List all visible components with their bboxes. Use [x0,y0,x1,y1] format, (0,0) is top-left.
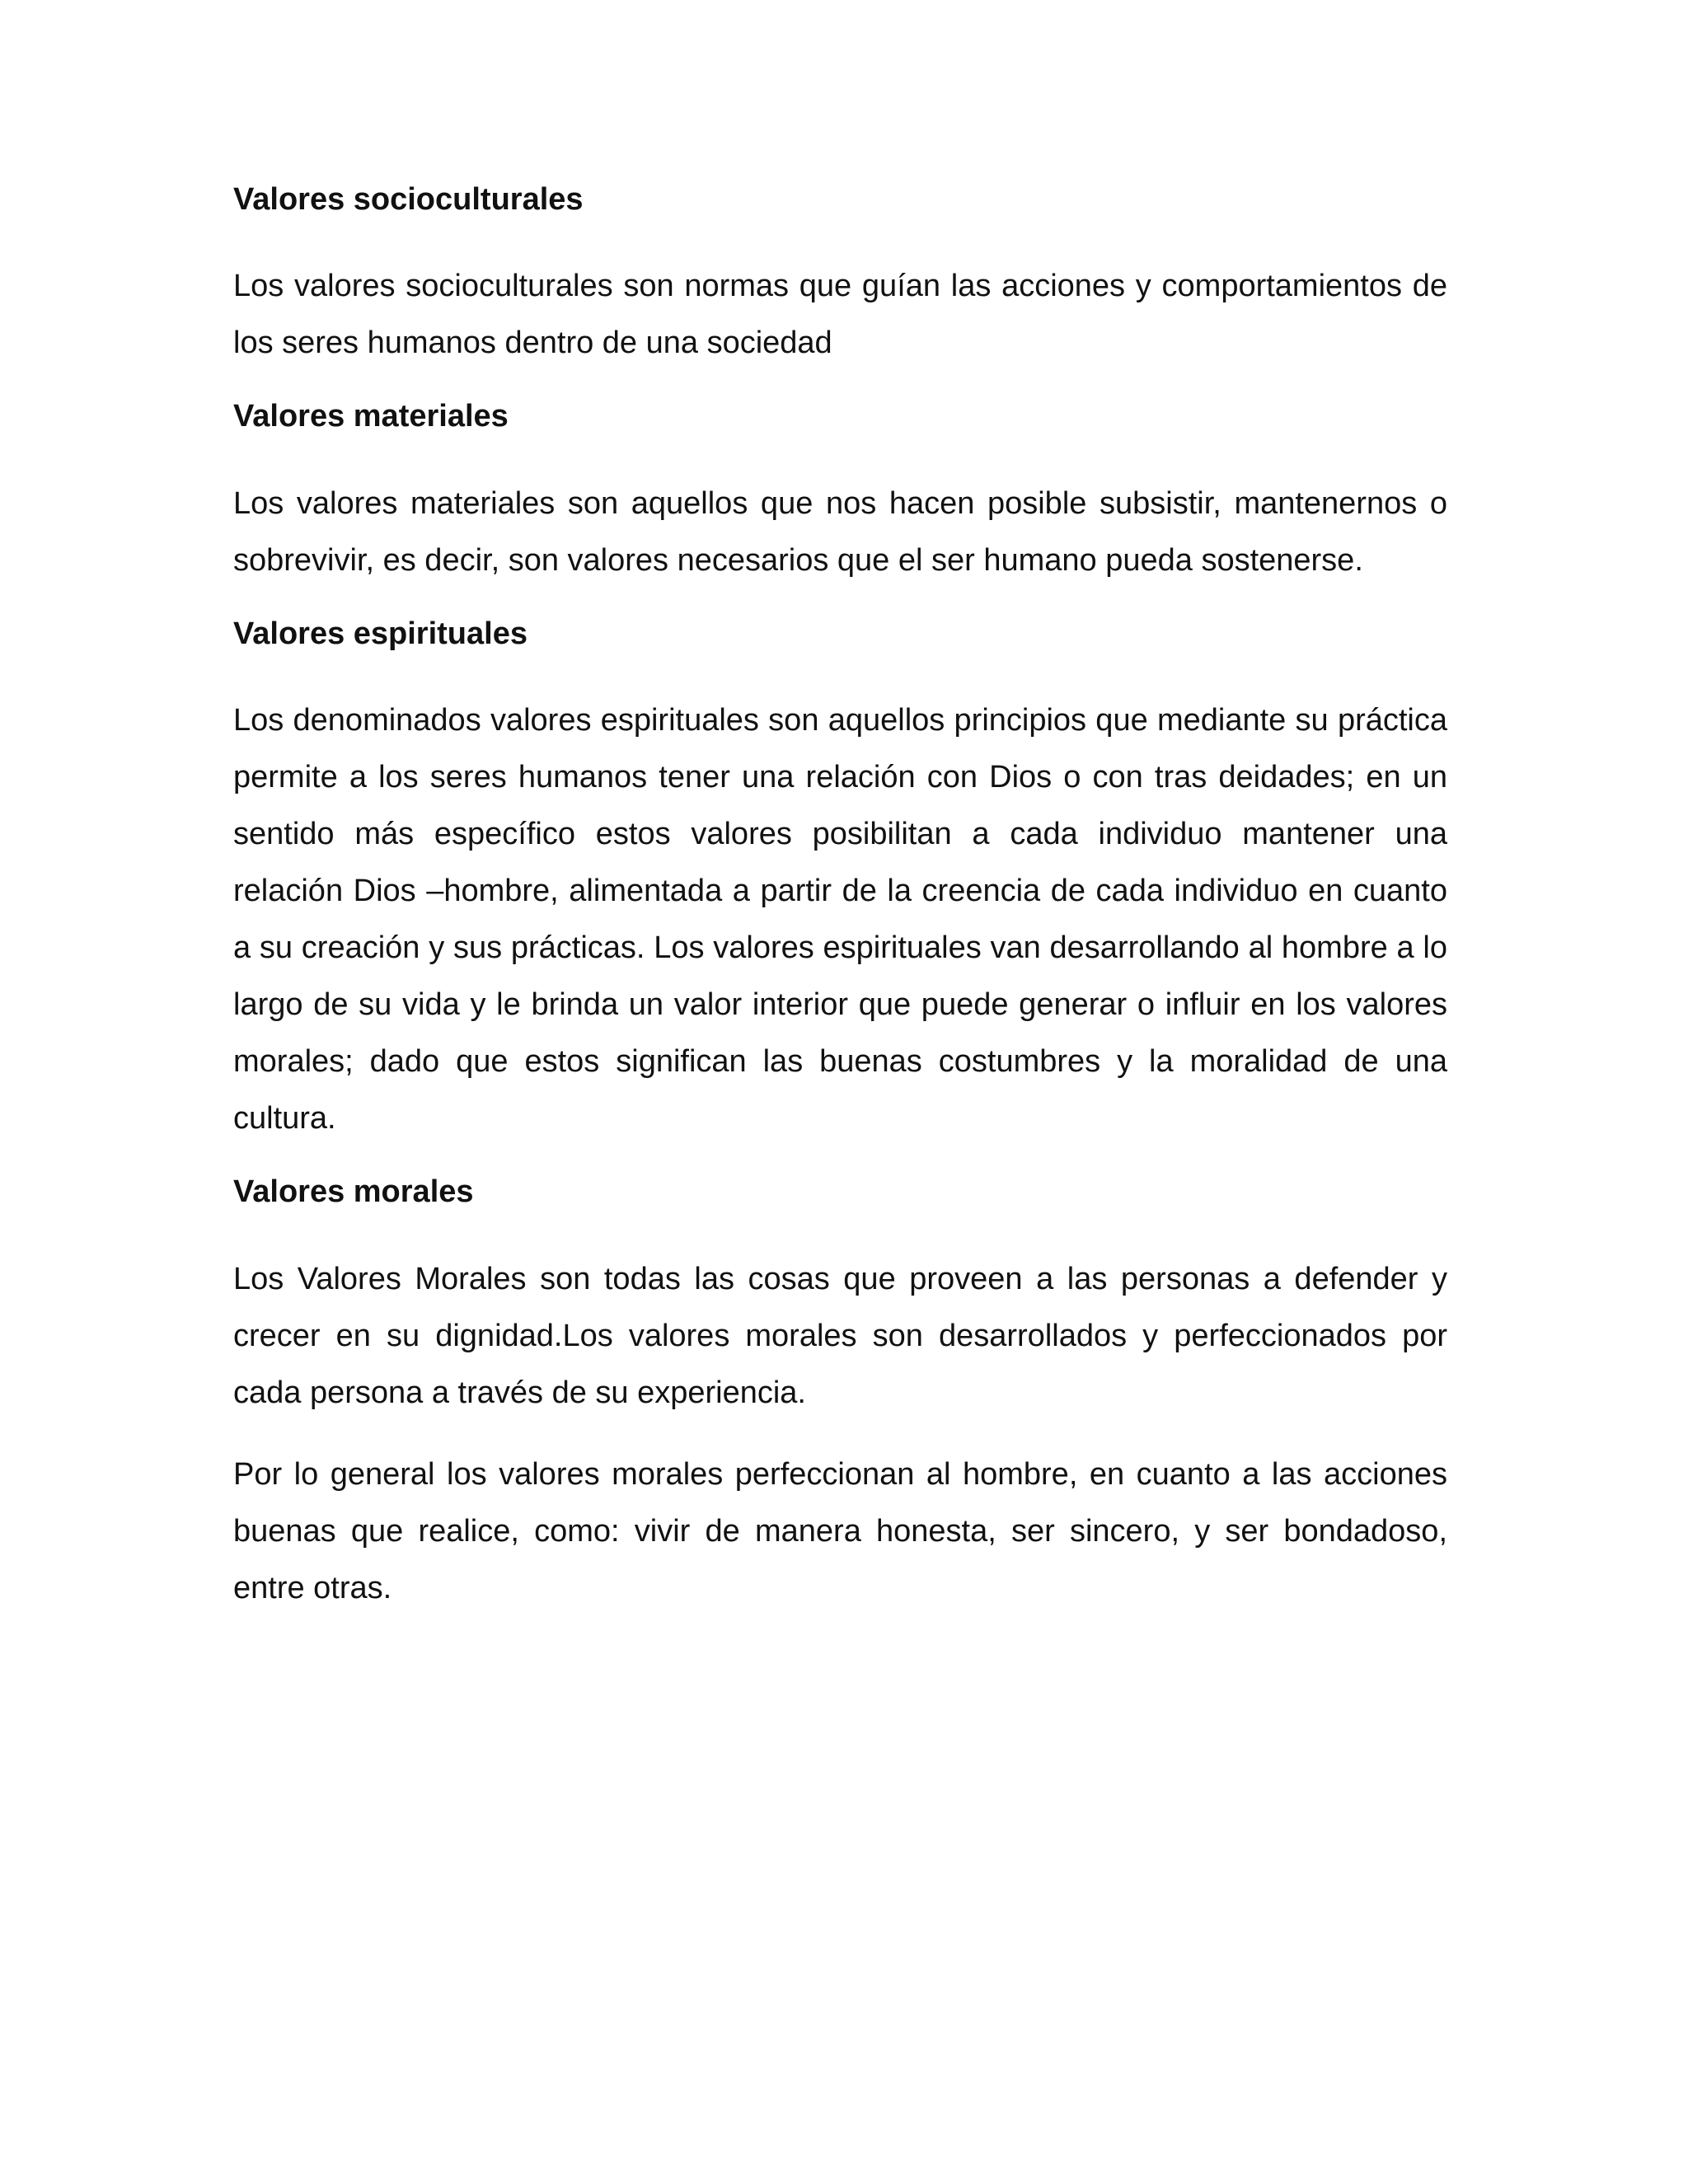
section-paragraph: Los valores socioculturales son normas que guían las acciones y comportamientos de los seres humanos dentro de una sociedad [233,269,1447,361]
section-socioculturales [233,180,1447,372]
section-heading: Valores socioculturales [233,182,584,217]
section-heading: Valores espirituales [233,616,528,651]
section-heading: Valores morales [233,1174,474,1210]
section-paragraph: Los denominados valores espirituales son aquellos principios que mediante su práctica permite a los seres humanos tener una relación con Dios o con tras deidades; en un sentido más específico estos valores posibilitan a cada individuo mantener una relación Dios –hombre, alimentada a partir de la creencia de cada individuo en cuanto a su creación y sus prácticas. Los valores espirituales van desarrollando al hombre a lo largo de su vida y le brinda un valor interior que puede generar o influir en los valores morales; dado que estos significan las buenas costumbres y la moralidad de una cultura. [233,703,1447,1137]
section-espirituales [233,614,1447,1147]
document-body [233,180,1447,1642]
section-paragraph: Los valores materiales son aquellos que nos hacen posible subsistir, mantenernos o sobrevivir, es decir, son valores necesarios que el ser humano pueda sostenerse. [233,485,1447,578]
section-paragraph: Por lo general los valores morales perfeccionan al hombre, en cuanto a las acciones buenas que realice, como: vivir de manera honesta, ser sincero, y ser bondadoso, entre otras. [233,1456,1447,1605]
section-morales [233,1172,1447,1616]
section-paragraph: Los Valores Morales son todas las cosas que proveen a las personas a defender y crecer en su dignidad.Los valores morales son desarrollados y perfeccionados por cada persona a través de su experiencia. [233,1261,1447,1410]
section-materiales [233,396,1447,588]
section-heading: Valores materiales [233,399,509,434]
